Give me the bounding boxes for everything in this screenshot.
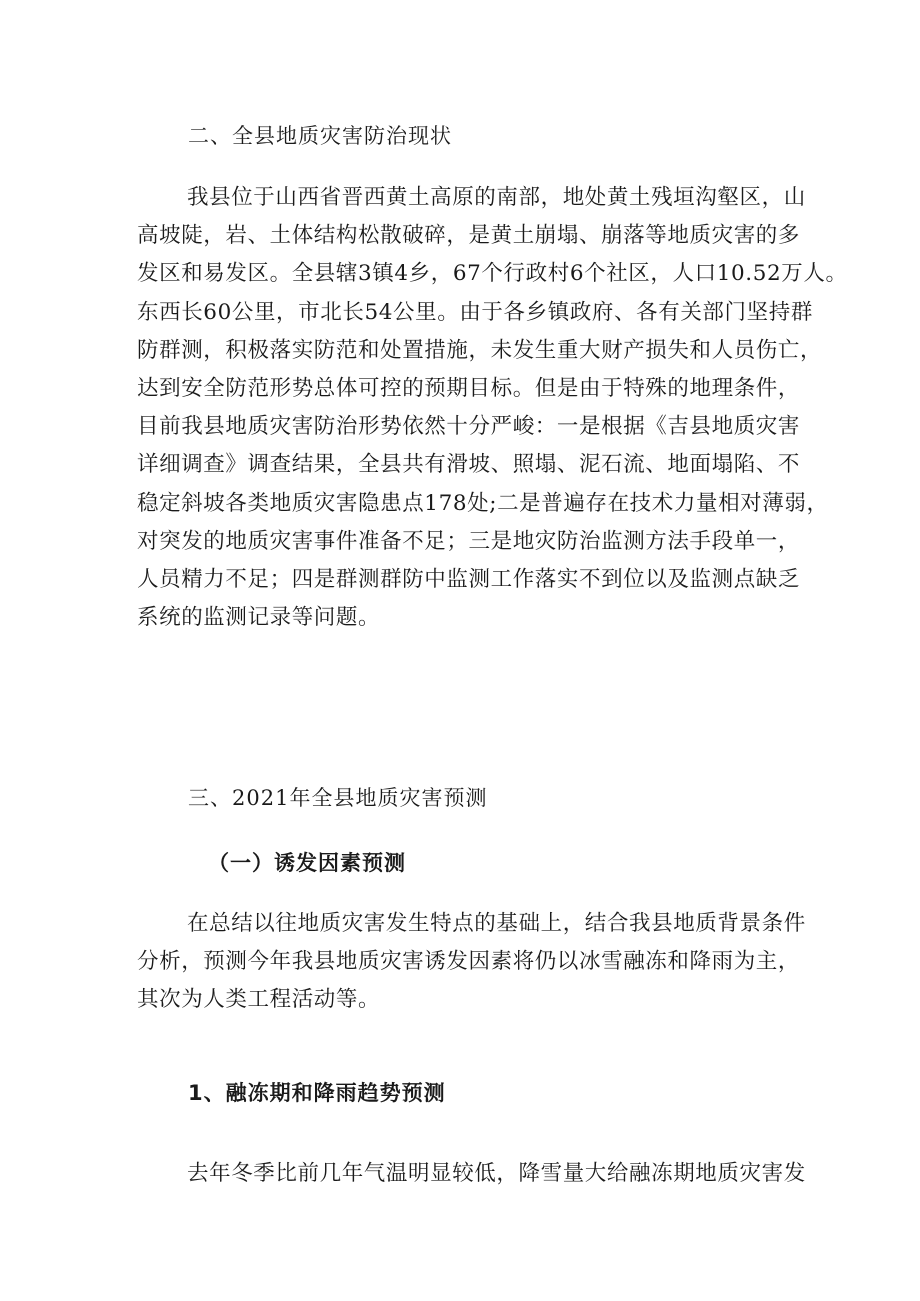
paragraph-line: 我县位于山西省晋西黄土高原的南部，地处黄土残垣沟壑区，山 <box>187 185 806 210</box>
paragraph-line: 在总结以往地质灾害发生特点的基础上，结合我县地质背景条件 <box>187 911 806 936</box>
paragraph-line: 系统的监测记录等问题。 <box>137 605 381 631</box>
paragraph-line: 达到安全防范形势总体可控的预期目标。但是由于特殊的地理条件， <box>137 375 801 401</box>
paragraph-line: 发区和易发区。全县辖3镇4乡，67个行政村6个社区，人口10.52万人。 <box>137 261 848 287</box>
paragraph-line: 其次为人类工程活动等。 <box>137 987 381 1013</box>
section-2-heading: 二、全县地质灾害防治现状 <box>188 124 452 148</box>
paragraph-line: 东西长60公里，市北长54公里。由于各乡镇政府、各有关部门坚持群 <box>137 299 813 325</box>
subsection-1-heading: （一）诱发因素预测 <box>208 851 406 875</box>
paragraph-line: 详细调查》调查结果，全县共有滑坡、照塌、泥石流、地面塌陷、不 <box>137 452 801 478</box>
section-2-paragraph <box>137 179 848 637</box>
paragraph-line: 高坡陡，岩、土体结构松散破碎，是黄土崩塌、崩落等地质灾害的多 <box>137 223 801 249</box>
section-3-heading: 三、2021年全县地质灾害预测 <box>188 786 488 810</box>
paragraph-line: 去年冬季比前几年气温明显较低，降雪量大给融冻期地质灾害发 <box>187 1161 806 1186</box>
paragraph-line: 稳定斜坡各类地质灾害隐患点178处;二是普遍存在技术力量相对薄弱， <box>137 490 829 516</box>
paragraph-line: 目前我县地质灾害防治形势依然十分严峻：一是根据《吉县地质灾害 <box>137 414 801 440</box>
subsection-1-paragraph <box>137 905 806 1020</box>
paragraph-line: 人员精力不足；四是群测群防中监测工作落实不到位以及监测点缺乏 <box>137 566 801 592</box>
paragraph-line: 对突发的地质灾害事件准备不足；三是地灾防治监测方法手段单一， <box>137 528 801 554</box>
item-1-paragraph <box>137 1155 806 1193</box>
paragraph-line: 分析，预测今年我县地质灾害诱发因素将仍以冰雪融冻和降雨为主， <box>137 949 801 975</box>
paragraph-line: 防群测，积极落实防范和处置措施，未发生重大财产损失和人员伤亡， <box>137 337 823 363</box>
item-1-heading: 1、融冻期和降雨趋势预测 <box>188 1081 446 1105</box>
